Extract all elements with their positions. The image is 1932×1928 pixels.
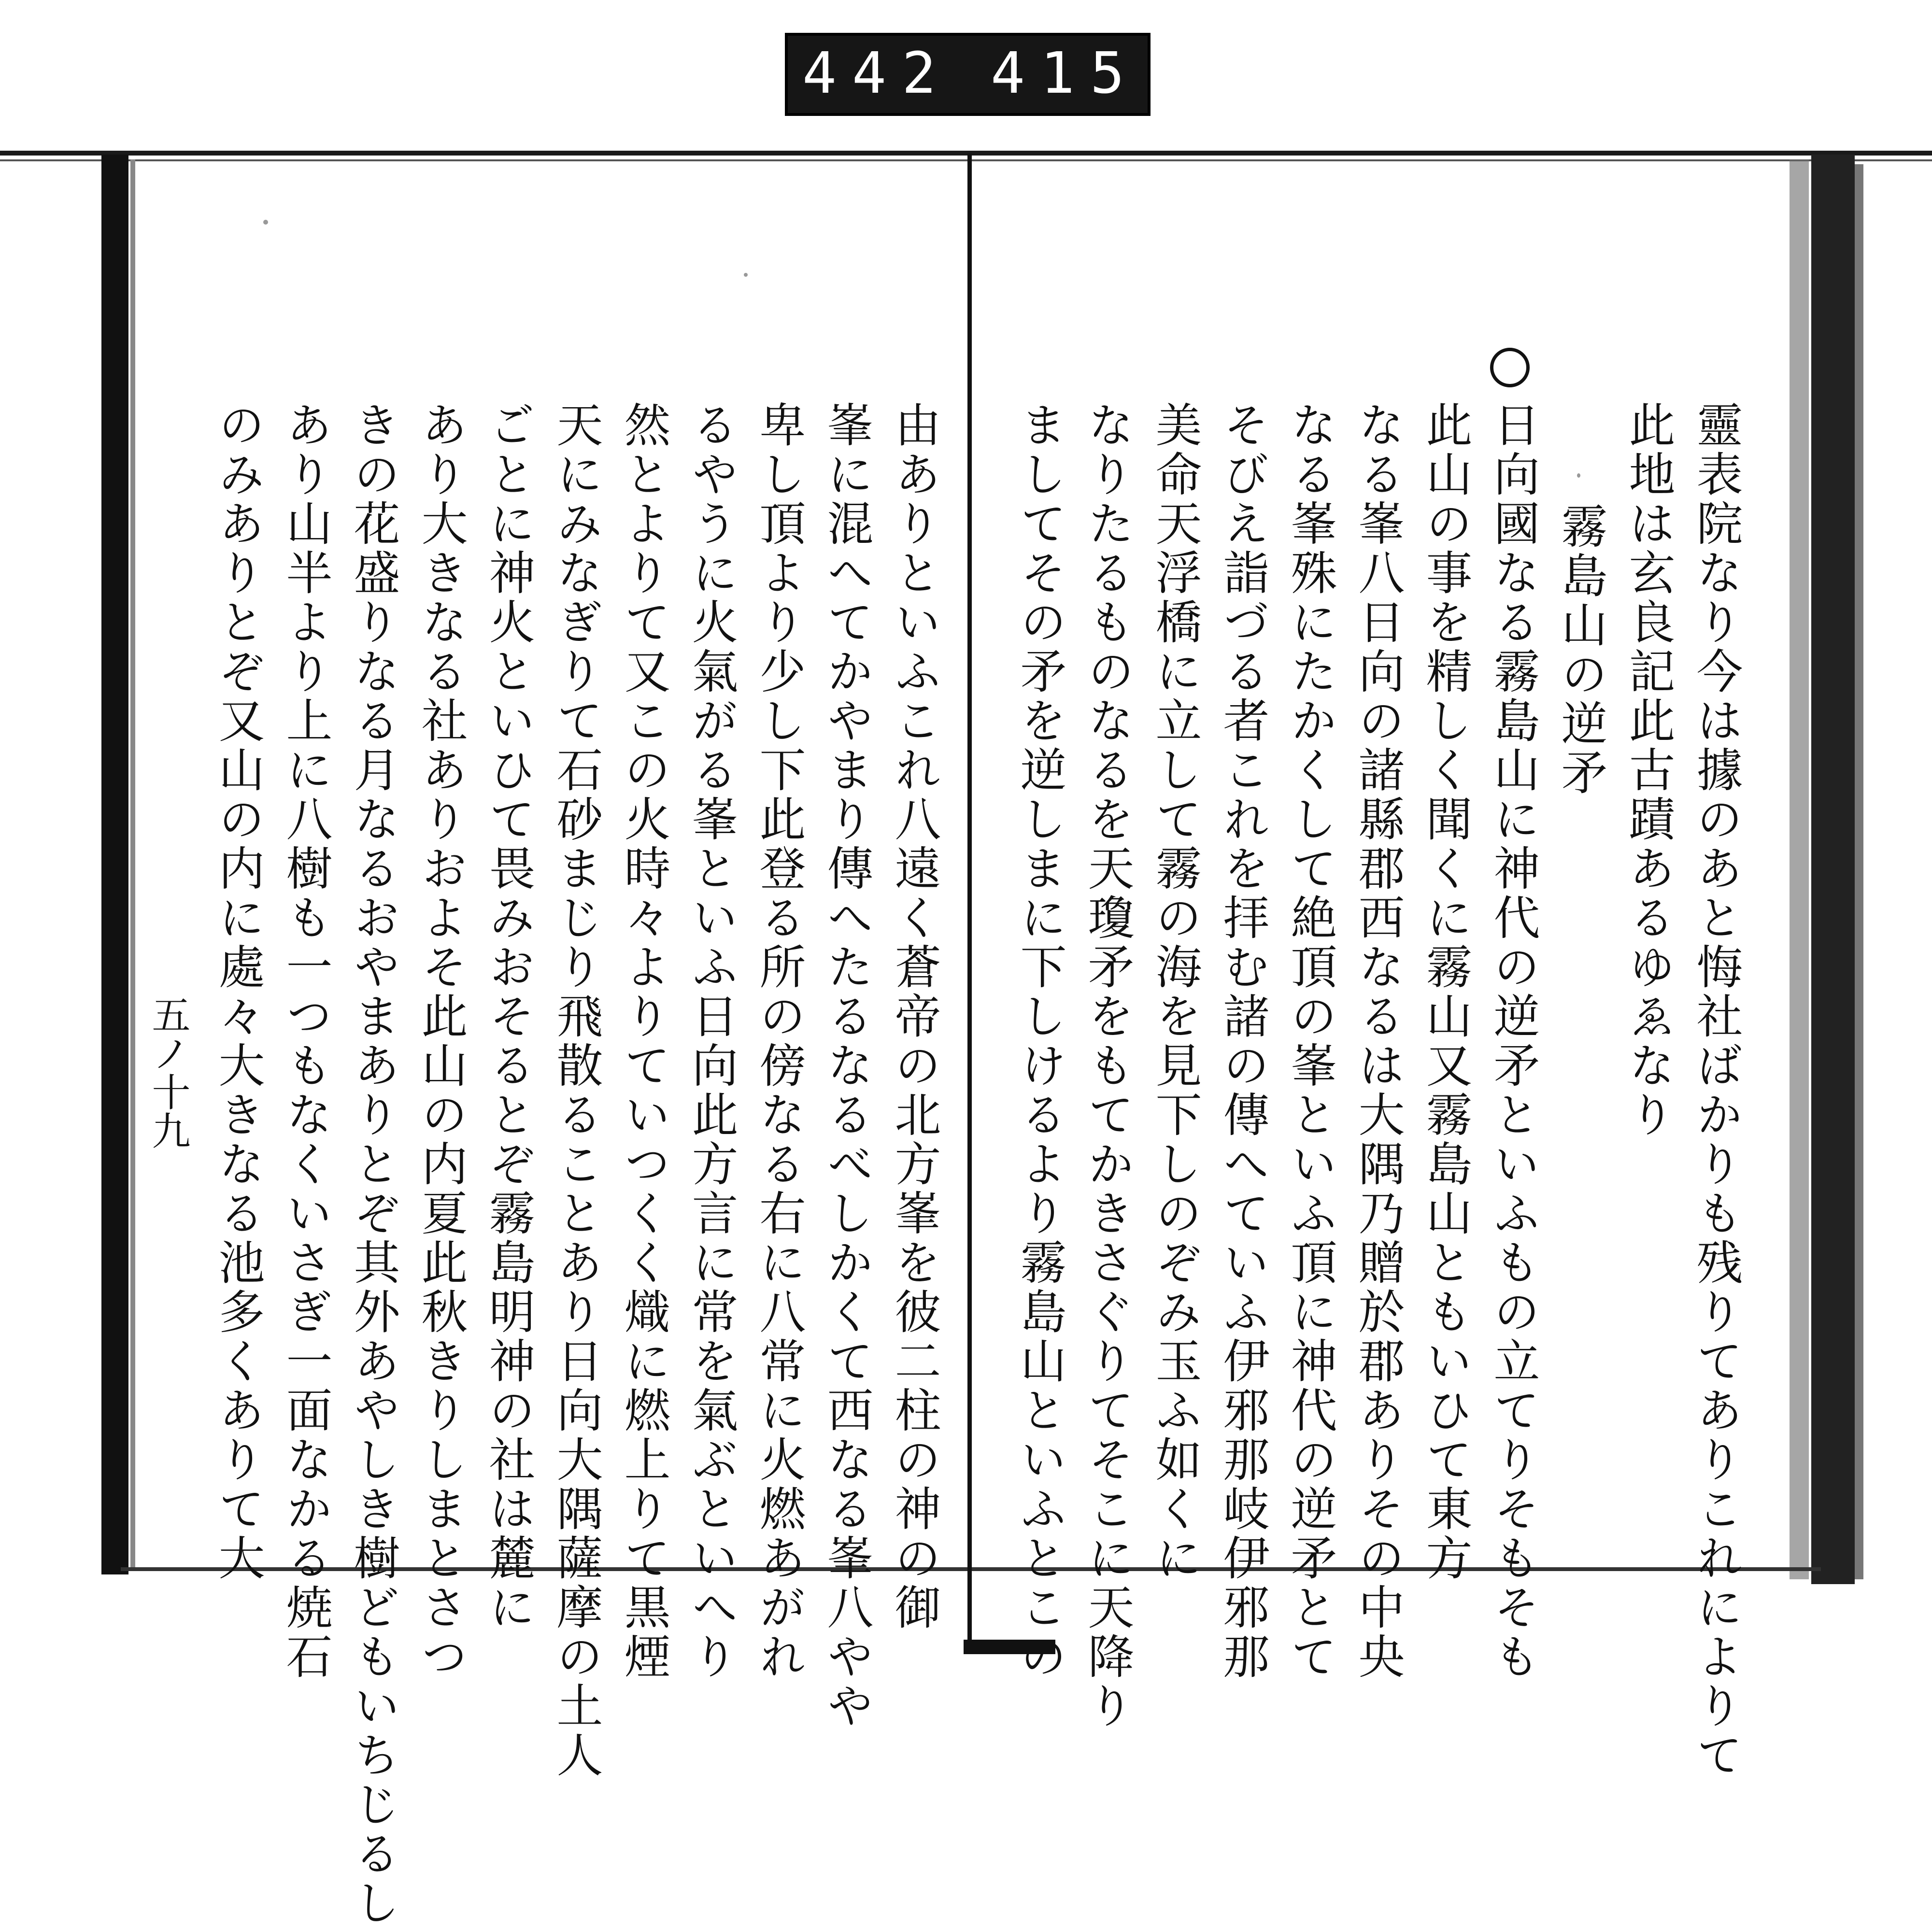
book-left-edge-shadow — [130, 159, 135, 1570]
book-right-edge-shadow — [1790, 159, 1809, 1579]
right-column-4: 日向國なる霧島山に神代の逆矛といふもの立てりそもそも — [1486, 401, 1540, 1682]
paper-speck — [263, 220, 268, 225]
right-column-8: そびえ詣づる者これを拝む諸の傳へていふ伊邪那岐伊邪那 — [1216, 401, 1270, 1682]
left-column-4: るやうに火氣がる峯といふ日向此方言に常を氣ぶといへり — [684, 401, 739, 1682]
right-column-6: なる峯八日向の諸縣郡西なるは大隅乃贈於郡ありその中央 — [1351, 401, 1405, 1682]
right-column-11: ましてその矛を逆しまに下しけるより霧島山といふとこの — [1013, 401, 1067, 1682]
right-column-10: なりたるものなるを天瓊矛をもてかきさぐりてそこに天降り — [1080, 401, 1135, 1731]
label-number-right: 415. — [991, 40, 1190, 106]
book-spine — [967, 154, 972, 1651]
catalog-number-label — [785, 33, 1190, 116]
right-column-5: 此山の事を精しく聞くに霧山又霧島山ともいひて東方 — [1419, 401, 1473, 1583]
left-column-3: 卑し頂より少し下此登る所の傍なる右に八常に火燃あがれ — [752, 401, 806, 1682]
section-circle-mark — [1490, 348, 1530, 387]
paper-speck — [744, 273, 748, 277]
right-column-1: 靈表院なり今は據のあと悔社ばかりも残りてありこれによりて — [1689, 401, 1743, 1780]
book-top-edge — [0, 151, 1932, 156]
section-heading: 霧島山の逆矛 — [1554, 502, 1608, 798]
left-column-1: 由ありといふこれ八遠く蒼帝の北方峯を彼二柱の神の御 — [887, 401, 941, 1632]
right-column-7: なる峯殊にたかくして絶頂の峯といふ頂に神代の逆矛とて — [1283, 401, 1337, 1682]
right-column-2: 此地は玄良記此古蹟あるゆゑなり — [1621, 401, 1676, 1140]
paper-speck — [1577, 473, 1580, 478]
left-column-6: 天にみなぎりて石砂まじり飛散ることあり日向大隅薩摩の土人 — [549, 401, 603, 1780]
left-column-2: 峯に混へてかやまり傳へたるなるべしかくて西なる峯八やや — [820, 401, 874, 1731]
label-number-left: 442 — [802, 40, 952, 106]
page-number: 五ノ十九 — [145, 995, 190, 1149]
book-right-edge — [1811, 155, 1855, 1584]
left-column-11: のみありとぞ又山の内に處々大きなる池多くありて大 — [211, 401, 265, 1583]
left-column-5: 然とよりて又この火時々よりていつくく熾に燃上りて黒煙 — [617, 401, 671, 1682]
left-column-7: ごとに神火といひて畏みおそるとぞ霧島明神の社は麓に — [482, 401, 536, 1632]
left-column-8: あり大きなる社ありおよそ此山の内夏此秋きりしまとさつ — [414, 401, 468, 1682]
right-column-9: 美命天浮橋に立して霧の海を見下しのぞみ玉ふ如くに — [1148, 401, 1202, 1583]
book-right-edge-outer — [1855, 164, 1863, 1579]
left-column-10: あり山半より上に八樹も一つもなくいさぎ一面なかる焼石 — [279, 401, 333, 1682]
book-left-edge — [101, 155, 128, 1574]
left-column-9: きの花盛りなる月なるおやまありとぞ其外あやしき樹どもいちじるし — [346, 401, 400, 1928]
